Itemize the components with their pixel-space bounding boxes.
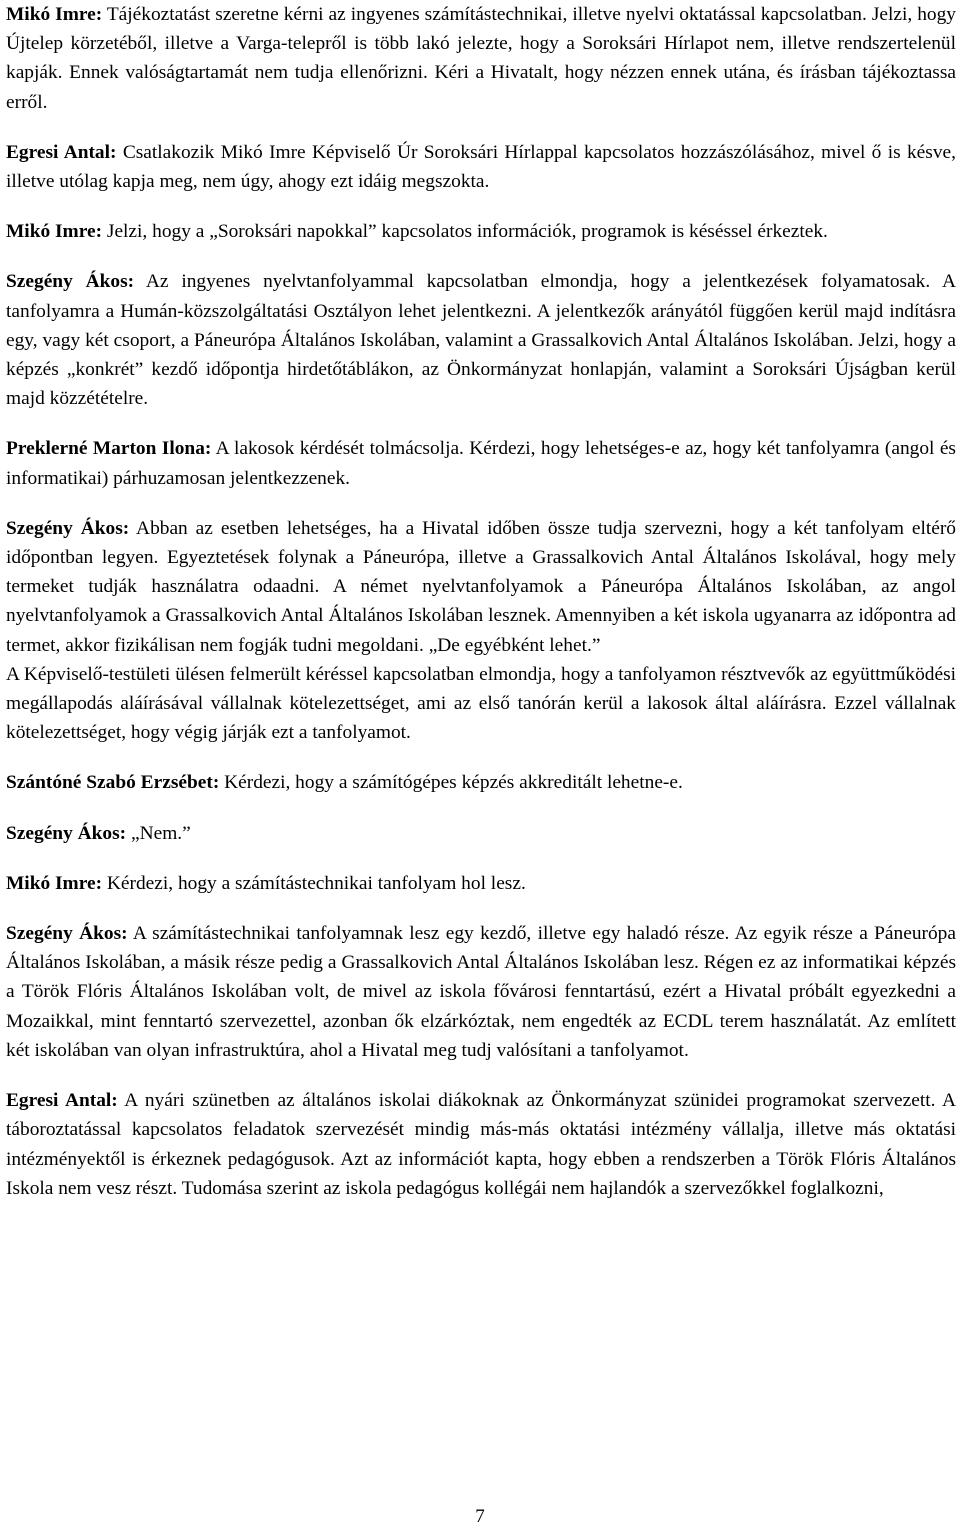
paragraph-11 — [6, 1086, 956, 1203]
speaker-name: Mikó Imre: — [6, 221, 103, 243]
paragraph-5 — [6, 434, 956, 492]
paragraph-1 — [6, 0, 956, 117]
paragraph-text: „Nem.” — [126, 822, 191, 844]
paragraph-text: Jelzi, hogy a „Soroksári napokkal” kapcsolatos információk, programok is késéssel érkeztek. — [102, 221, 828, 243]
speaker-name: Szántóné Szabó Erzsébet: — [6, 772, 220, 794]
paragraph-text: A Képviselő-testületi ülésen felmerült kéréssel kapcsolatban elmondja, hogy a tanfolyamon résztvevők az együttműködési megállapodás aláírásával vállalnak kötelezettséget, ami az első tanórán kerül a lakosok által aláírásra. Ezzel vállalnak kötelezettséget, hogy végig járják ezt a tanfolyamot. — [6, 663, 956, 744]
page-number: 7 — [475, 1506, 485, 1527]
speaker-name: Szegény Ákos: — [6, 923, 128, 945]
paragraph-6-continuation — [6, 660, 956, 748]
paragraph-9 — [6, 869, 956, 898]
speaker-name: Mikó Imre: — [6, 872, 103, 894]
paragraph-6 — [6, 514, 956, 660]
paragraph-10 — [6, 919, 956, 1065]
speaker-name: Szegény Ákos: — [6, 517, 130, 539]
speaker-name: Preklerné Marton Ilona: — [6, 438, 212, 460]
paragraph-text: Abban az esetben lehetséges, ha a Hivatal időben össze tudja szervezni, hogy a két tanfolyam eltérő időpontban legyen. Egyeztetések folynak a Páneurópa, illetve a Grassalkovich Antal Általános Iskolával, hogy mely termeket tudják használatra odaadni. A német nyelvtanfolyamok a Páneurópa Általános Iskolában, az angol nyelvtanfolyamok a Grassalkovich Antal Általános Iskolában lesznek. Amennyiben a két iskola ugyanarra az időpontra ad termet, akkor fizikálisan nem fogják tudni megoldani. „De egyébként lehet.” — [6, 517, 956, 656]
paragraph-text: Az ingyenes nyelvtanfolyammal kapcsolatban elmondja, hogy a jelentkezések folyamatosak. A tanfolyamra a Humán-közszolgáltatási Osztályon lehet jelentkezni. A jelentkezők arányától függően kerül majd indításra egy, vagy két csoport, a Páneurópa Általános Iskolában, valamint a Grassalkovich Antal Általános Iskolában. Jelzi, hogy a képzés „konkrét” kezdő időpontja hirdetőtáblákon, az Önkormányzat honlapján, valamint a Soroksári Újságban kerül majd közzétételre. — [6, 271, 956, 410]
paragraph-text: Kérdezi, hogy a számítástechnikai tanfolyam hol lesz. — [102, 872, 526, 894]
paragraph-4 — [6, 267, 956, 413]
document-page — [6, 0, 956, 1224]
paragraph-2 — [6, 138, 956, 196]
speaker-name: Szegény Ákos: — [6, 822, 127, 844]
paragraph-8 — [6, 819, 956, 848]
speaker-name: Egresi Antal: — [6, 141, 117, 163]
speaker-name: Egresi Antal: — [6, 1090, 118, 1112]
paragraph-text: Tájékoztatást szeretne kérni az ingyenes számítástechnikai, illetve nyelvi oktatással kapcsolatban. Jelzi, hogy Újtelep körzetéből, illetve a Varga-telepről is több lakó jelezte, hogy a Soroksári Hírlapot nem, illetve rendszertelenül kapják. Ennek valóságtartamát nem tudja ellenőrizni. Kéri a Hivatalt, hogy nézzen ennek utána, és írásban tájékoztassa erről. — [6, 4, 956, 113]
speaker-name: Mikó Imre: — [6, 4, 103, 25]
speaker-name: Szegény Ákos: — [6, 271, 135, 293]
paragraph-text: Kérdezi, hogy a számítógépes képzés akkreditált lehetne-e. — [219, 772, 683, 794]
paragraph-text: A nyári szünetben az általános iskolai diákoknak az Önkormányzat szünidei programokat szervezett. A táboroztatással kapcsolatos feladatok szervezését mindig más-más oktatási intézmény vállalja, illetve más oktatási intézményektől is érkeznek pedagógusok. Azt az információt kapta, hogy ebben a rendszerben a Török Flóris Általános Iskola nem vesz részt. Tudomása szerint az iskola pedagógus kollégái nem hajlandók a szervezőkkel foglalkozni, — [6, 1090, 956, 1199]
paragraph-7 — [6, 768, 956, 797]
paragraph-text: A számítástechnikai tanfolyamnak lesz egy kezdő, illetve egy haladó része. Az egyik része a Páneurópa Általános Iskolában, a másik része pedig a Grassalkovich Antal Általános Iskolában lesz. Régen ez az informatikai képzés a Török Flóris Általános Iskolában volt, de mivel az iskola fővárosi fenntartású, ezért a Hivatal próbált egyezkedni a Mozaikkal, mint fenntartó szervezettel, azonban ők elzárkóztak, nem engedték az ECDL terem használatát. Az említett két iskolában van olyan infrastruktúra, ahol a Hivatal meg tudj valósítani a tanfolyamot. — [6, 923, 956, 1061]
paragraph-3 — [6, 217, 956, 246]
paragraph-text: A lakosok kérdését tolmácsolja. Kérdezi, hogy lehetséges-e az, hogy két tanfolyamra (angol és informatikai) párhuzamosan jelentkezzenek. — [6, 438, 956, 489]
paragraph-text: Csatlakozik Mikó Imre Képviselő Úr Soroksári Hírlappal kapcsolatos hozzászólásához, mivel ő is késve, illetve utólag kapja meg, nem úgy, ahogy ezt idáig megszokta. — [6, 141, 956, 193]
